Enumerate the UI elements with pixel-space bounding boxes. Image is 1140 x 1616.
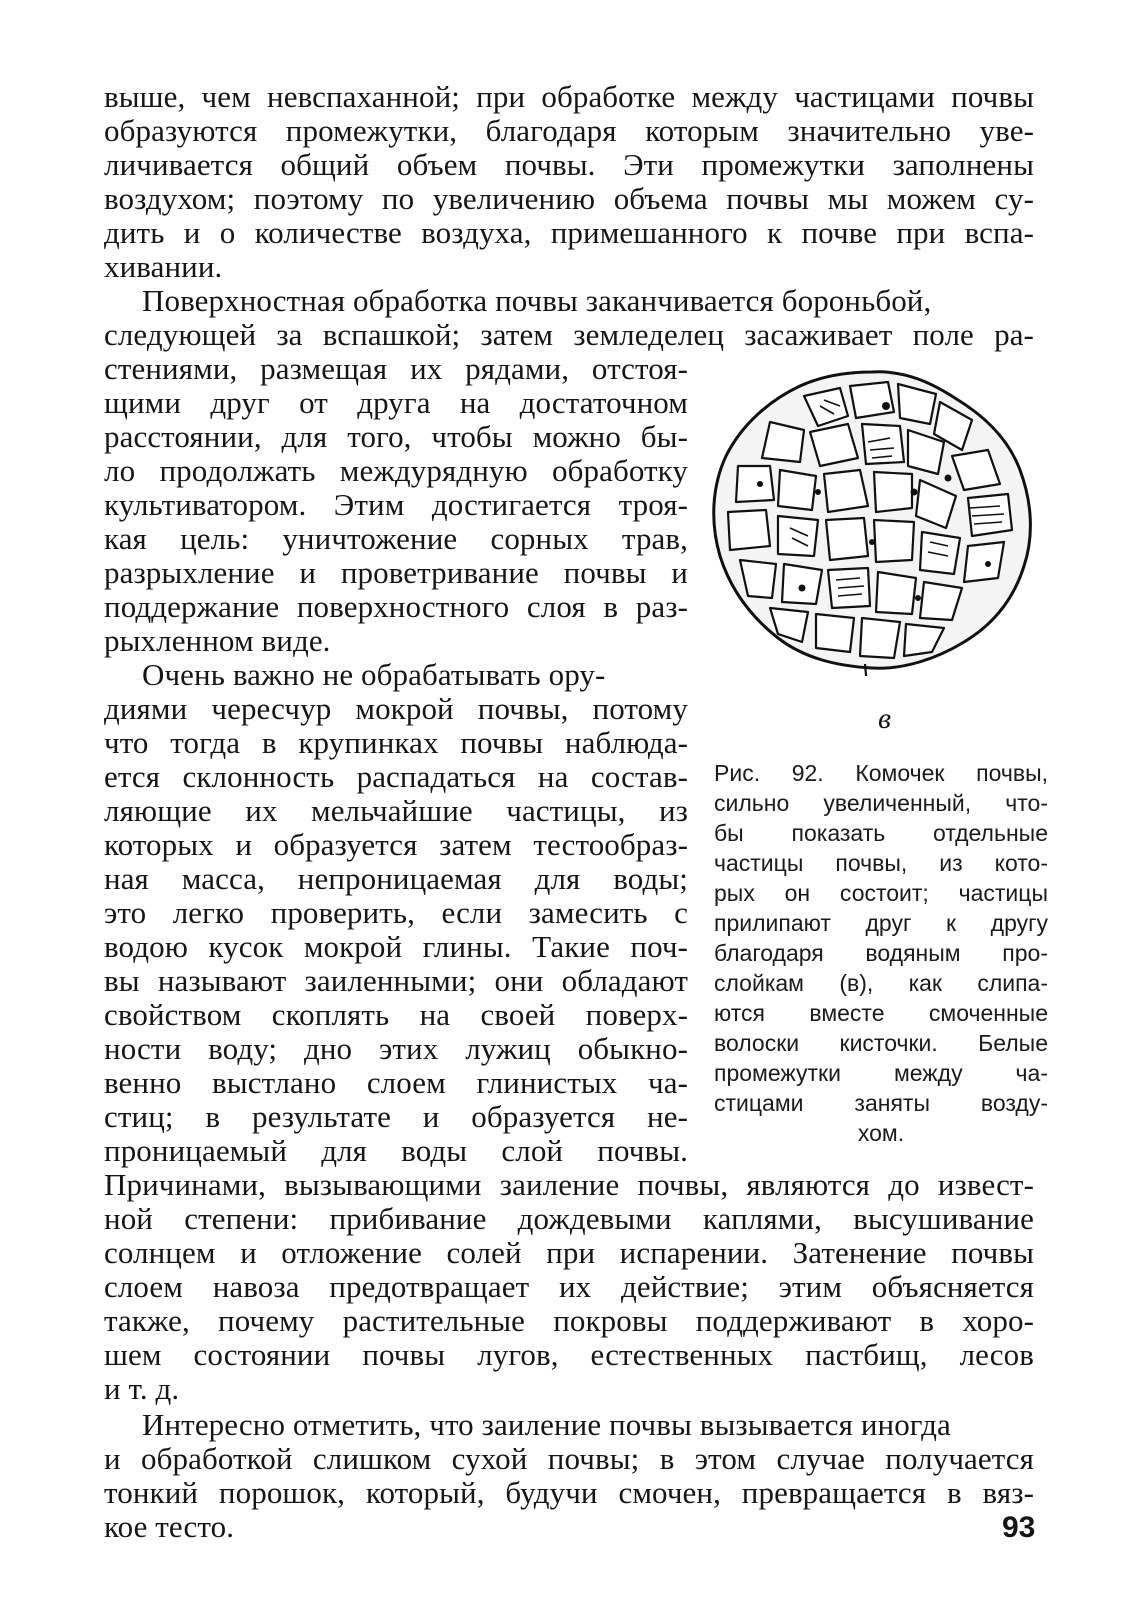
text-line: солнцем и отложение солей при испарении. Затенение почвы [104,1235,1034,1270]
text-line: поддержание поверхностного слоя в раз- [104,589,688,624]
text-line: щими друг от друга на достаточном [104,385,688,420]
text-line: ной степени: прибивание дождевыми каплями, высушивание [104,1201,1034,1236]
text-line: ности воду; дно этих лужиц обыкно- [104,1031,688,1066]
text-line: образуются промежутки, благодаря которым значительно уве- [104,113,1034,148]
text-line: которых и образуется затем тестообраз- [104,827,688,862]
figure-caption: бы показать отдельные [714,820,1048,846]
text-line: проницаемый для воды слой почвы. [104,1133,688,1168]
text-line: тонкий порошок, который, будучи смочен, превращается в вяз- [104,1475,1034,1510]
figure-caption: волоски кисточки. Белые [714,1030,1048,1056]
text-line: и т. д. [104,1371,180,1406]
paragraph-start: Интересно отметить, что заиление почвы вызывается иногда [142,1407,951,1442]
paragraph-start: Очень важно не обрабатывать ору- [142,657,606,692]
figure-caption: Рис. 92. Комочек почвы, [714,760,1048,786]
text-line: расстоянии, для того, чтобы можно бы- [104,419,688,454]
figure-caption: прилипают друг к другу [714,910,1048,936]
text-line: шем состоянии почвы лугов, естественных пастбищ, лесов [104,1337,1034,1372]
text-line: ло продолжать междурядную обработку [104,453,688,488]
page-number: 93 [1002,1511,1036,1544]
text-line: диями чересчур мокрой почвы, потому [104,691,688,726]
text-line: дить и о количестве воздуха, примешанного к почве при вспа- [104,215,1034,250]
text-line: стиц; в результате и образуется не- [104,1099,688,1134]
text-line: это легко проверить, если замесить с [104,895,688,930]
text-line: что тогда в крупинках почвы наблюда- [104,725,688,760]
text-line: следующей за вспашкой; затем земледелец засаживает поле ра- [104,317,1034,352]
text-line: разрыхление и проветривание почвы и [104,555,688,590]
text-line: также, почему растительные покровы поддерживают в хоро- [104,1303,1034,1338]
text-line: венно выстлано слоем глинистых ча- [104,1065,688,1100]
text-line: и обработкой слишком сухой почвы; в этом случае получается [104,1441,1034,1476]
figure-caption: слойкам (в), как слипа- [714,970,1048,996]
text-line: слоем навоза предотвращает их действие; этим объясняется [104,1269,1034,1304]
text-line: вы называют заиленными; они обладают [104,963,688,998]
figure-caption: стицами заняты возду- [714,1090,1048,1116]
figure-caption: частицы почвы, из кото- [714,850,1048,876]
text-line: ная масса, непроницаемая для воды; [104,861,688,896]
text-line: выше, чем невспаханной; при обработке между частицами почвы [104,79,1034,114]
figure-caption: благодаря водяным про- [714,940,1048,966]
text-line: стениями, размещая их рядами, отстоя- [104,351,688,386]
soil-clump-illustration [708,366,1040,676]
text-line: водою кусок мокрой глины. Такие поч- [104,929,688,964]
text-line: культиватором. Этим достигается троя- [104,487,688,522]
text-line: Причинами, вызывающими заиление почвы, являются до извест- [104,1167,1034,1202]
text-line: ется склонность распадаться на состав- [104,759,688,794]
text-line: воздухом; поэтому по увеличению объема почвы мы можем су- [104,181,1034,216]
text-line: личивается общий объем почвы. Эти промежутки заполнены [104,147,1034,182]
text-line: рыхленном виде. [104,623,331,658]
figure-caption: промежутки между ча- [714,1060,1048,1086]
figure-caption: сильно увеличенный, что- [714,790,1048,816]
text-line: свойством скоплять на своей поверх- [104,997,688,1032]
text-line: кая цель: уничтожение сорных трав, [104,521,688,556]
figure-caption: ются вместе смоченные [714,1000,1048,1026]
text-line: кое тесто. [104,1509,235,1544]
text-line: ляющие их мельчайшие частицы, из [104,793,688,828]
figure-caption: хом. [857,1120,905,1146]
figure-caption: рых он состоит; частицы [714,880,1048,906]
figure-label: в [878,702,892,735]
text-line: хивании. [104,249,223,284]
paragraph-start: Поверхностная обработка почвы заканчивается бороньбой, [142,283,932,318]
